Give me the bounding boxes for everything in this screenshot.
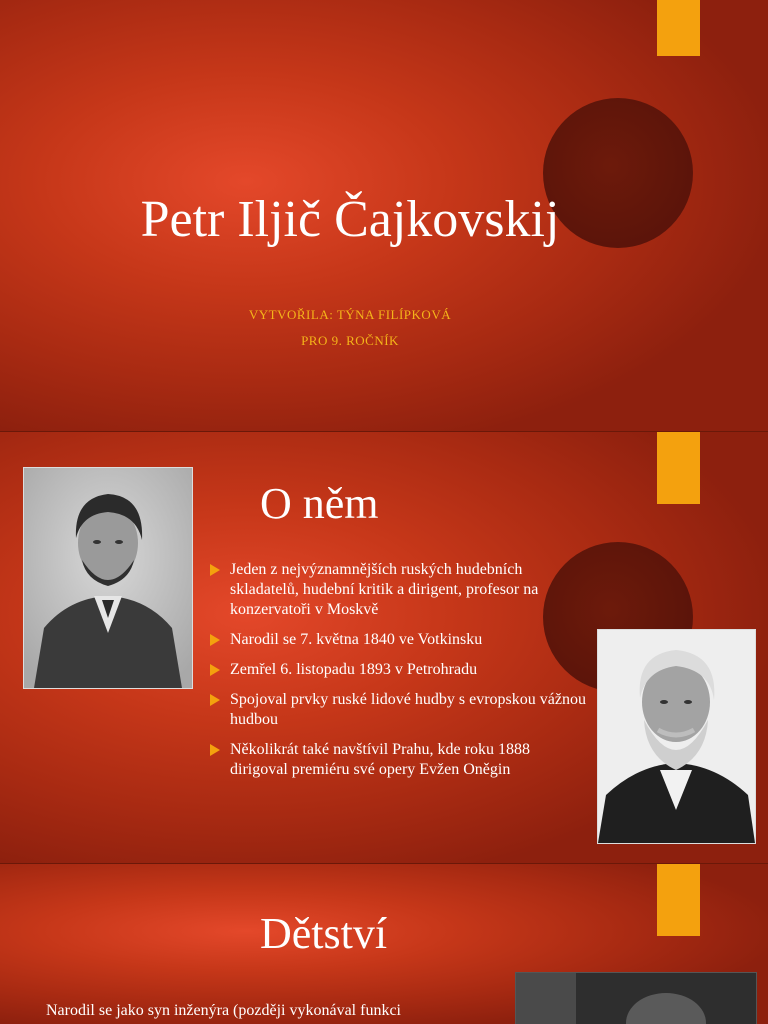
- list-item: [210, 560, 590, 620]
- slide-about: [0, 432, 768, 864]
- slide-title: [0, 0, 768, 432]
- author-line: VYTVOŘILA: TÝNA FILÍPKOVÁ: [248, 307, 452, 322]
- portrait-old-photo: [597, 629, 756, 844]
- audience-line: PRO 9. ROČNÍK: [301, 333, 399, 348]
- bullet-text: Několikrát také navštívil Prahu, kde roku 1888 dirigoval premiéru své opery Evžen Oněgin: [230, 741, 530, 778]
- childhood-image: [516, 973, 756, 1024]
- bullet-text: Jeden z nejvýznamnějších ruských hudebních skladatelů, hudební kritik a dirigent, profesor na konzervatoři v Moskvě: [230, 561, 539, 618]
- list-item: [210, 630, 590, 650]
- bullet-arrow-icon: [210, 744, 220, 756]
- bullet-list: [210, 560, 590, 790]
- list-item: [210, 660, 590, 680]
- accent-bar: [657, 432, 700, 504]
- section-heading: Dětství: [260, 909, 388, 958]
- bullet-text: Zemřel 6. listopadu 1893 v Petrohradu: [230, 661, 478, 678]
- childhood-paragraph: Narodil se jako syn inženýra (později vykonával funkci: [46, 1002, 401, 1019]
- childhood-photo: [515, 972, 757, 1024]
- portrait-young-photo: [23, 467, 193, 689]
- slide-childhood: [0, 864, 768, 1024]
- bullet-text: Narodil se 7. května 1840 ve Votkinsku: [230, 631, 483, 648]
- portrait-old-image: [598, 630, 755, 843]
- bullet-arrow-icon: [210, 564, 220, 576]
- accent-bar: [657, 864, 700, 936]
- presentation-title: Petr Iljič Čajkovskij: [140, 191, 560, 248]
- bullet-arrow-icon: [210, 634, 220, 646]
- bullet-text: Spojoval prvky ruské lidové hudby s evropskou vážnou hudbou: [230, 691, 586, 728]
- list-item: [210, 740, 590, 780]
- list-item: [210, 690, 590, 730]
- bullet-arrow-icon: [210, 694, 220, 706]
- portrait-young-image: [24, 468, 192, 688]
- section-heading: O něm: [260, 479, 379, 528]
- bullet-arrow-icon: [210, 664, 220, 676]
- accent-bar: [657, 0, 700, 56]
